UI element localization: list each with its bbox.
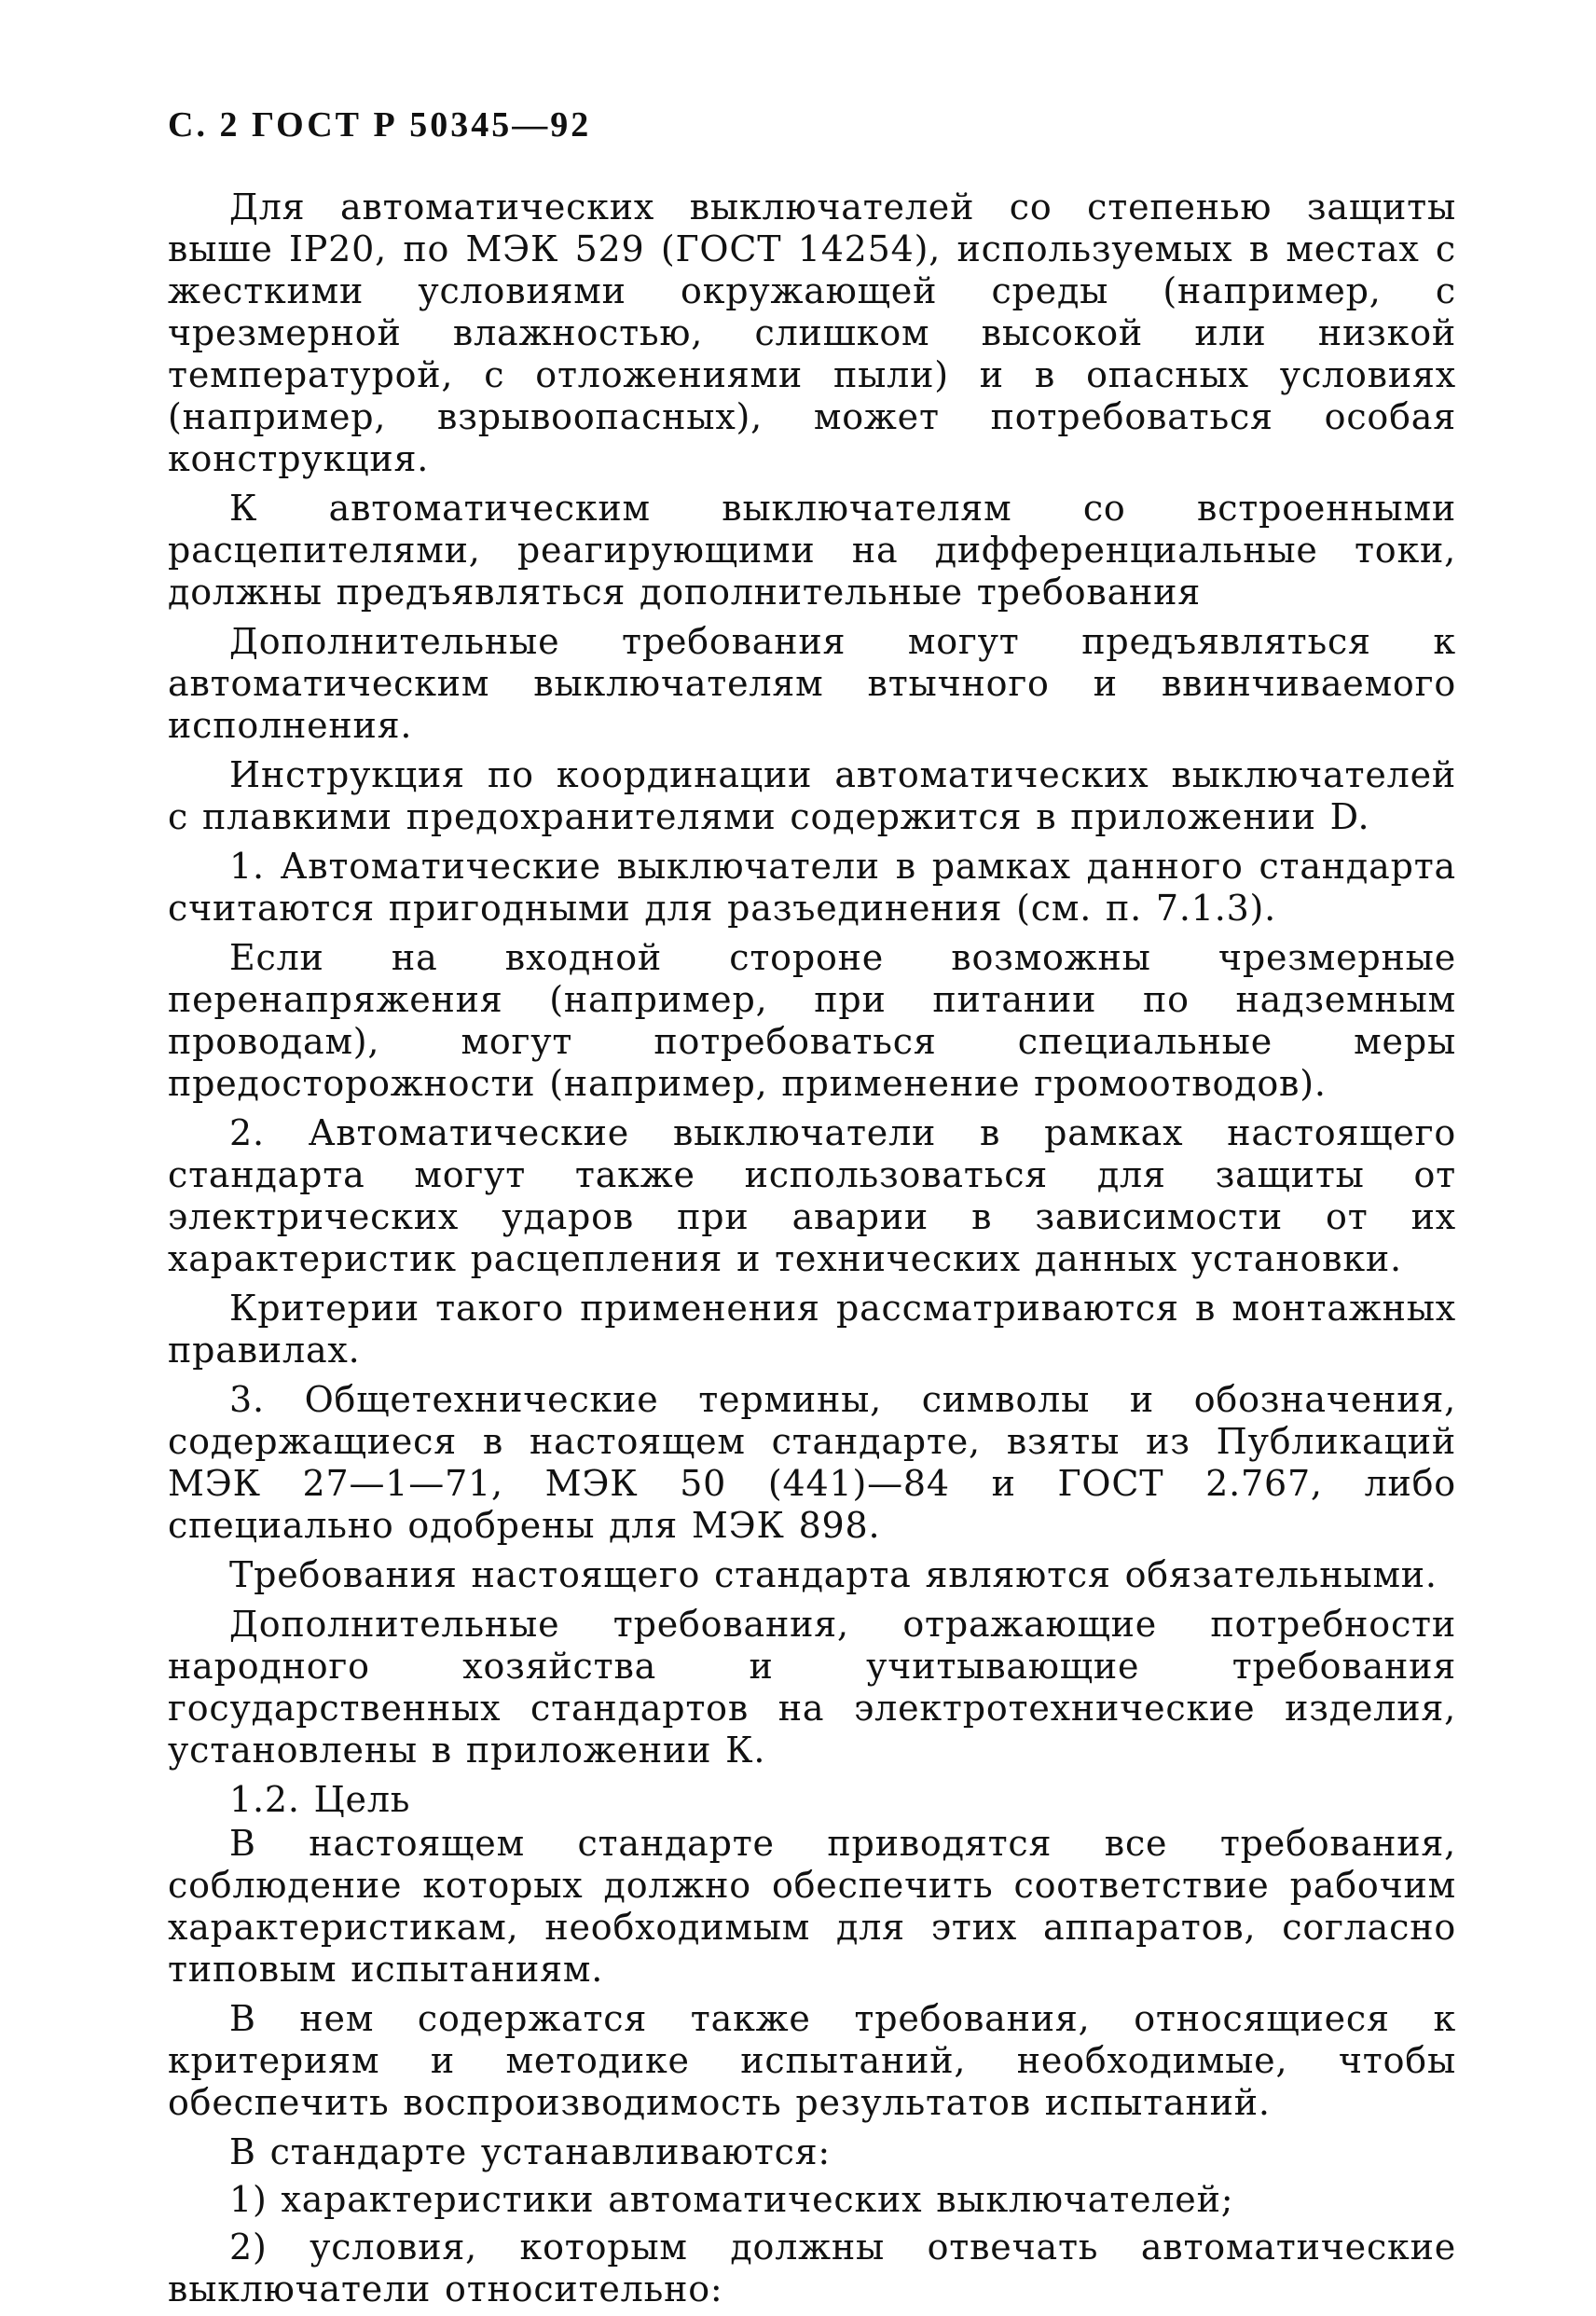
paragraph-ip20-construction: Для автоматических выключателей со степенью защиты выше IP20, по МЭК 529 (ГОСТ 14254), используемых в местах с жесткими условиями окружающей среды (например, с чрезмерной влажностью, слишком высокой или низкой температурой, с отложениями пыли) и в опасных условиях (например, взрывоопасных), может потребоваться особая конструкция. [168, 186, 1456, 479]
paragraph-fuse-coordination: Инструкция по координации автоматических выключателей с плавкими предохранителями содержится в приложении D. [168, 754, 1456, 837]
paragraph-overvoltage: Если на входной стороне возможны чрезмерные перенапряжения (например, при питании по надземным проводам), могут потребоваться специальные меры предосторожности (например, применение громоотводов). [168, 937, 1456, 1104]
paragraph-item-1-isolation: 1. Автоматические выключатели в рамках данного стандарта считаются пригодными для разъединения (см. п. 7.1.3). [168, 846, 1456, 929]
section-heading-purpose: 1.2. Цель [229, 1779, 411, 1820]
paragraph-mandatory: Требования настоящего стандарта являются обязательными. [229, 1554, 1438, 1595]
paragraph-item-2-shock-protection: 2. Автоматические выключатели в рамках настоящего стандарта могут также использоваться для защиты от электрических ударов при аварии в зависимости от их характеристик расцепления и технических данных установки. [168, 1112, 1456, 1279]
list-item-1: 1) характеристики автоматических выключателей; [229, 2179, 1234, 2220]
paragraph-plug-in-requirements: Дополнительные требования могут предъявляться к автоматическим выключателям втычного и ввинчиваемого исполнения. [168, 621, 1456, 746]
paragraph-test-methods: В нем содержатся также требования, относящиеся к критериям и методике испытаний, необходимые, чтобы обеспечить воспроизводимость результатов испытаний. [168, 1998, 1456, 2123]
page-header: С. 2 ГОСТ Р 50345—92 [168, 105, 592, 145]
paragraph-purpose-requirements: В настоящем стандарте приводятся все требования, соблюдение которых должно обеспечить соответствие рабочим характеристикам, необходимым для этих аппаратов, согласно типовым испытаниям. [168, 1823, 1456, 1990]
paragraph-item-3-terms: 3. Общетехнические термины, символы и обозначения, содержащиеся в настоящем стандарте, взяты из Публикаций МЭК 27—1—71, МЭК 50 (441)—84 и ГОСТ 2.767, либо специально одобрены для МЭК 898. [168, 1379, 1456, 1546]
paragraph-appendix-k: Дополнительные требования, отражающие потребности народного хозяйства и учитывающие требования государственных стандартов на электротехнические изделия, установлены в приложении К. [168, 1604, 1456, 1771]
paragraph-installation-rules: Критерии такого применения рассматриваются в монтажных правилах. [168, 1288, 1456, 1371]
paragraph-differential-releases: К автоматическим выключателям со встроенными расцепителями, реагирующими на дифференциальные токи, должны предъявляться дополнительные требования [168, 488, 1456, 613]
document-body [168, 186, 1456, 2316]
paragraph-list-intro: В стандарте устанавливаются: [229, 2131, 832, 2172]
list-item-2: 2) условия, которым должны отвечать автоматические выключатели относительно: [168, 2226, 1456, 2309]
